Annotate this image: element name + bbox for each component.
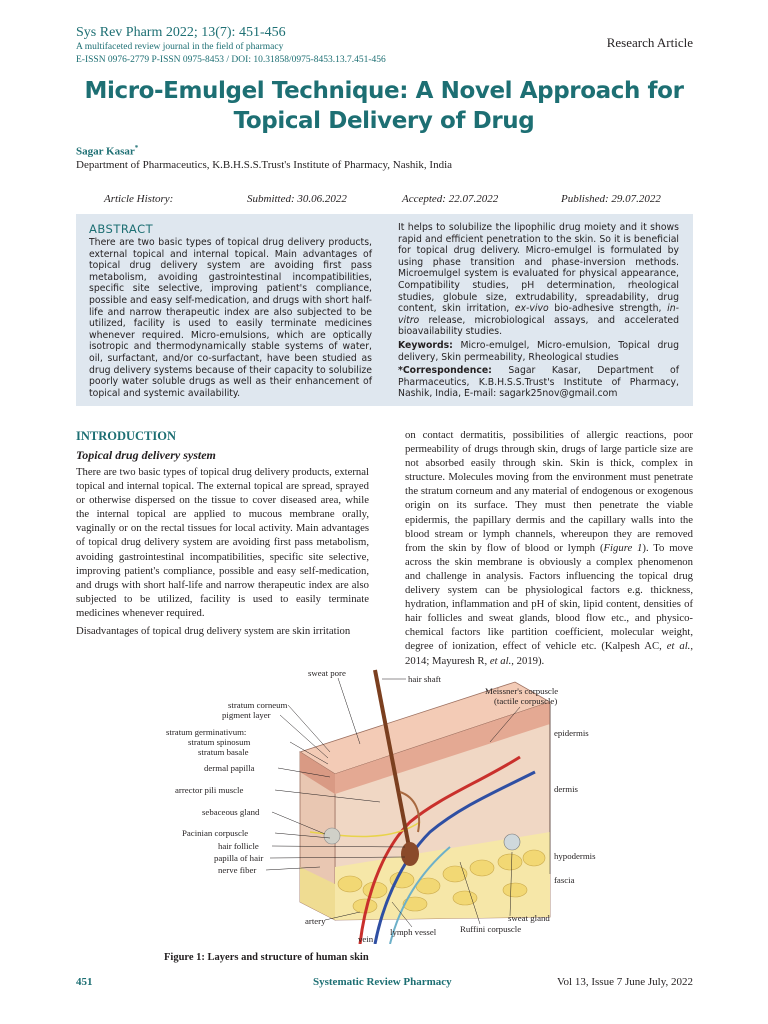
author-name bbox=[76, 144, 138, 158]
label-hair-shaft: hair shaft bbox=[408, 674, 441, 684]
article-history-label: Article History: bbox=[104, 193, 174, 205]
abstract-text-left: There are two basic types of topical drug delivery products, external topical and internal topical. Main advantages of topical drug delivery system are avoiding first pass metabolism, avoiding gastrointestinal incompatibilities, specific site selective, improving patient's compliance, possible and easy self-medication, and drugs with short half-life and narrow therapeutic index are also subjected to be utilized, facility is used to easily terminate medicines whenever required. Micro-emulsions, which are optically isotropic and thermodynamically stable systems of water, oil, surfactant, and/or co-surfactant, have been studied as drug delivery systems because of their capacity to solubilize poorly water soluble drugs as well as their enhancement of topical and systemic availability. bbox=[89, 237, 372, 399]
label-tactile: (tactile corpuscle) bbox=[494, 696, 558, 706]
author-name-text: Sagar Kasar bbox=[76, 145, 135, 158]
body-column-right bbox=[405, 428, 693, 668]
skin-structure-figure bbox=[160, 662, 600, 944]
label-arrector: arrector pili muscle bbox=[175, 785, 244, 795]
footer-volume: Vol 13, Issue 7 June July, 2022 bbox=[557, 976, 693, 988]
journal-subtitle: A multifaceted review journal in the field of pharmacy bbox=[76, 42, 284, 52]
body-text: , 2019). bbox=[511, 654, 545, 667]
label-dermis: dermis bbox=[554, 784, 578, 794]
accepted-date: Accepted: 22.07.2022 bbox=[402, 193, 499, 205]
label-hair-follicle: hair follicle bbox=[218, 841, 259, 851]
abstract-text-right bbox=[398, 222, 679, 400]
abstract-text-span: bio-adhesive strength, bbox=[554, 303, 662, 315]
label-nerve-fiber: nerve fiber bbox=[218, 865, 257, 875]
label-pacinian: Pacinian corpuscle bbox=[182, 828, 249, 838]
figure-caption: Figure 1: Layers and structure of human skin bbox=[164, 952, 369, 963]
citation-etal: et al. bbox=[489, 654, 512, 667]
body-text: on contact dermatitis, possibilities of allergic reactions, poor permeability of drugs through skin, drugs of large particle size are not absorbed easily through skin. Skin is thick, complex in structure. Molecules moving from the environment must penetrate the stratum corneum and any material of endogenous or exogenous origin on its surface. They must then penetrate the viable epidermis, the papillary dermis and the capillary walls into the blood stream or lymph channels, whereupon they are removed from the skin by flow of blood or lymph ( bbox=[405, 429, 693, 554]
figure-reference[interactable]: Figure 1 bbox=[603, 541, 643, 554]
citation-etal: et al. bbox=[666, 640, 691, 653]
abstract-italic: ex-vivo bbox=[514, 303, 549, 315]
abstract-italic: in-vitro bbox=[398, 303, 679, 326]
footer-journal-name: Systematic Review Pharmacy bbox=[313, 976, 452, 988]
label-stratum-corneum: stratum corneum bbox=[228, 700, 288, 710]
body-column-left bbox=[76, 465, 369, 638]
correspondence-text: Sagar Kasar, Department of Pharmaceutics, K.B.H.S.S.Trust's Institute of Pharmacy, Nashik, India, E-mail: sagark25nov@gmail.com bbox=[398, 365, 679, 400]
abstract-heading: ABSTRACT bbox=[89, 222, 154, 236]
subsection-heading: Topical drug delivery system bbox=[76, 448, 216, 462]
correspondence-label: *Correspondence: bbox=[398, 365, 492, 377]
label-stratum-spinosum: stratum spinosum bbox=[188, 737, 251, 747]
journal-citation: Sys Rev Pharm 2022; 13(7): 451-456 bbox=[76, 25, 286, 40]
page-number: 451 bbox=[76, 976, 93, 988]
label-epidermis: epidermis bbox=[554, 728, 589, 738]
keywords-label: Keywords: bbox=[398, 339, 453, 351]
section-heading-introduction: INTRODUCTION bbox=[76, 429, 177, 443]
label-meissner: Meissner's corpuscle bbox=[485, 686, 559, 696]
label-sweat-pore: sweat pore bbox=[308, 668, 346, 678]
abstract-continuation bbox=[398, 222, 679, 338]
body-text: ). To move across the skin membrane is obviously a complex phenomenon and challenge in analysis. Factors influencing the topical drug delivery system can be physiological factors e.g. thickness, hydration, inflammation and pH of skin, lipid content, densities of hair follicles and sweat glands, blood flow etc., and physico-chemical factors like partition coefficient, molecular weight, degree of ionization, effect of vehicle etc. (Kalpesh AC, bbox=[405, 541, 693, 653]
label-stratum-basale: stratum basale bbox=[198, 747, 249, 757]
label-lymph: lymph vessel bbox=[390, 927, 437, 937]
keywords-text: Micro-emulgel, Micro-emulsion, Topical drug delivery, Skin permeability, Rheological studies bbox=[398, 339, 679, 363]
submitted-date: Submitted: 30.06.2022 bbox=[247, 193, 347, 205]
paper-title: Micro-Emulgel Technique: A Novel Approach for Topical Delivery of Drug bbox=[84, 78, 684, 134]
body-text: , 2014; Mayuresh R, bbox=[405, 640, 694, 667]
label-hypodermis: hypodermis bbox=[554, 851, 596, 861]
label-dermal-papilla: dermal papilla bbox=[204, 763, 255, 773]
abstract-text-span: It helps to solubilize the lipophilic drug moiety and it shows rapid and efficient penetration to the skin. So it is beneficial for topical drug delivery. Micro-emulgel is formulated by using phase transition and phase-inversion methods. Microemulgel system is evaluated for physical appearance, Compatibility studies, pH determination, rheological studies, globule size, extrudability, spreadability, drug content, skin irritation, bbox=[398, 222, 679, 315]
label-fascia: fascia bbox=[554, 875, 575, 885]
journal-issn-doi: E-ISSN 0976-2779 P-ISSN 0975-8453 / DOI: 10.31858/0975-8453.13.7.451-456 bbox=[76, 55, 386, 65]
abstract-text-span: release, microbiological assays, and accelerated bioavailability studies. bbox=[398, 314, 679, 338]
label-artery: artery bbox=[305, 916, 326, 926]
keywords bbox=[398, 340, 679, 363]
label-papilla-hair: papilla of hair bbox=[214, 853, 264, 863]
correspondence bbox=[398, 365, 679, 400]
author-affiliation: Department of Pharmaceutics, K.B.H.S.S.Trust's Institute of Pharmacy, Nashik, India bbox=[76, 159, 453, 171]
label-pigment-layer: pigment layer bbox=[222, 710, 271, 720]
label-sweat-gland: sweat gland bbox=[508, 913, 550, 923]
article-type-label: Research Article bbox=[606, 35, 693, 50]
published-date: Published: 29.07.2022 bbox=[561, 193, 661, 205]
paragraph: There are two basic types of topical drug delivery products, external topical and internal topical. The external topical are spread, sprayed or otherwise dispersed on the tissue to cover diseased area, while the internal topical are applied to mucous membrane orally, vaginally or on the rectal tissues for local activity. Main advantages of topical drug delivery system are avoiding first pass metabolism, avoiding gastrointestinal incompatibilities, specific site selective, improving patient's compliance, possible and easy self-medication, and drugs with short half-life and narrow therapeutic index are also subjected to be utilized, facility is used to easily terminate medicines whenever required. bbox=[76, 466, 369, 619]
paragraph: Disadvantages of topical drug delivery system are skin irritation bbox=[76, 625, 351, 638]
label-ruffini: Ruffini corpuscle bbox=[460, 924, 522, 934]
label-vein: vein bbox=[358, 934, 374, 944]
label-stratum-germinativum: stratum germinativum: bbox=[166, 727, 247, 737]
author-mark: * bbox=[134, 144, 139, 152]
label-sebaceous: sebaceous gland bbox=[202, 807, 260, 817]
